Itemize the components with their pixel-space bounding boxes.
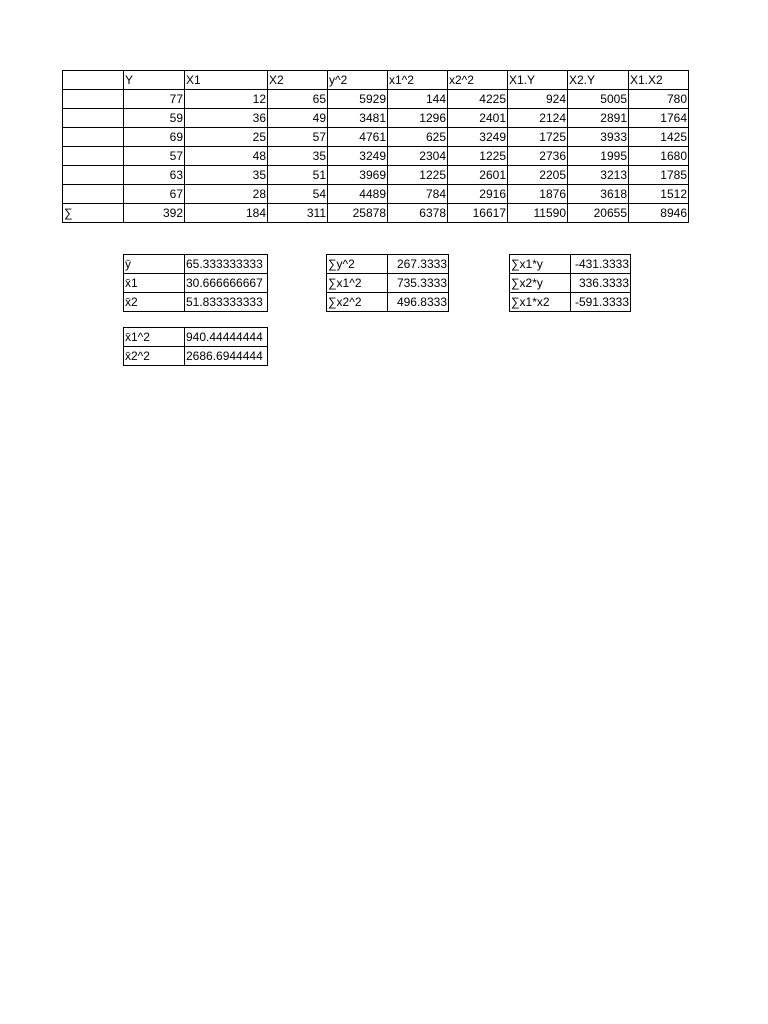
data-cell[interactable]: 12 — [185, 90, 268, 109]
row-label-cell[interactable] — [63, 90, 124, 109]
data-cell[interactable]: 1225 — [388, 166, 448, 185]
total-cell[interactable]: 11590 — [508, 204, 568, 223]
data-cell[interactable]: 2916 — [448, 185, 508, 204]
data-cell[interactable]: 784 — [388, 185, 448, 204]
sumsq-label-cell[interactable]: ∑x1^2 — [327, 274, 388, 293]
table-row — [63, 109, 689, 128]
meansq-value-cell[interactable]: 940.44444444 — [185, 328, 268, 347]
cross-label-cell[interactable]: ∑x2*y — [510, 274, 571, 293]
row-label-cell[interactable] — [63, 166, 124, 185]
data-cell[interactable]: 3249 — [448, 128, 508, 147]
data-cell[interactable]: 3481 — [328, 109, 388, 128]
header-cell-x1y[interactable]: X1.Y — [508, 71, 568, 90]
totals-row — [63, 204, 689, 223]
row-label-cell[interactable] — [63, 147, 124, 166]
data-cell[interactable]: 77 — [124, 90, 185, 109]
data-cell[interactable]: 4225 — [448, 90, 508, 109]
data-cell[interactable]: 48 — [185, 147, 268, 166]
data-cell[interactable]: 2304 — [388, 147, 448, 166]
header-cell-y-sq[interactable]: y^2 — [328, 71, 388, 90]
header-cell-x2-sq[interactable]: x2^2 — [448, 71, 508, 90]
meansq-label-cell[interactable]: x̄2^2 — [124, 347, 185, 366]
list-item — [327, 255, 449, 274]
sum-symbol-cell[interactable]: ∑ — [63, 204, 124, 223]
header-cell-x1-sq[interactable]: x1^2 — [388, 71, 448, 90]
meansq-label-cell[interactable]: x̄1^2 — [124, 328, 185, 347]
data-cell[interactable]: 3933 — [568, 128, 629, 147]
list-item — [510, 255, 631, 274]
data-cell[interactable]: 3213 — [568, 166, 629, 185]
header-cell-x2y[interactable]: X2.Y — [568, 71, 629, 90]
row-label-cell[interactable] — [63, 128, 124, 147]
header-cell-y[interactable]: Y — [124, 71, 185, 90]
data-cell[interactable]: 1876 — [508, 185, 568, 204]
data-cell[interactable]: 2124 — [508, 109, 568, 128]
data-cell[interactable]: 4489 — [328, 185, 388, 204]
mean-label-cell[interactable]: x̄2 — [124, 293, 185, 312]
data-cell[interactable]: 49 — [268, 109, 328, 128]
data-cell[interactable]: 780 — [629, 90, 689, 109]
data-cell[interactable]: 3969 — [328, 166, 388, 185]
data-cell[interactable]: 1296 — [388, 109, 448, 128]
table-row — [63, 166, 689, 185]
header-cell-x2[interactable]: X2 — [268, 71, 328, 90]
data-cell[interactable]: 1785 — [629, 166, 689, 185]
list-item — [327, 293, 449, 312]
mean-squares-table — [123, 327, 268, 366]
data-cell[interactable]: 63 — [124, 166, 185, 185]
data-cell[interactable]: 59 — [124, 109, 185, 128]
data-cell[interactable]: 144 — [388, 90, 448, 109]
data-cell[interactable]: 67 — [124, 185, 185, 204]
mean-value-cell[interactable]: 51.833333333 — [185, 293, 268, 312]
mean-label-cell[interactable]: ȳ — [124, 255, 185, 274]
table-row — [63, 90, 689, 109]
list-item — [124, 328, 268, 347]
data-cell[interactable]: 35 — [185, 166, 268, 185]
data-cell[interactable]: 25 — [185, 128, 268, 147]
mean-value-cell[interactable]: 65.333333333 — [185, 255, 268, 274]
list-item — [124, 347, 268, 366]
list-item — [510, 274, 631, 293]
data-cell[interactable]: 69 — [124, 128, 185, 147]
sumsq-label-cell[interactable]: ∑x2^2 — [327, 293, 388, 312]
data-cell[interactable]: 2401 — [448, 109, 508, 128]
data-cell[interactable]: 51 — [268, 166, 328, 185]
data-cell[interactable]: 2601 — [448, 166, 508, 185]
means-table — [123, 254, 268, 312]
data-cell[interactable]: 4761 — [328, 128, 388, 147]
data-cell[interactable]: 1680 — [629, 147, 689, 166]
data-cell[interactable]: 1425 — [629, 128, 689, 147]
data-cell[interactable]: 57 — [268, 128, 328, 147]
data-cell[interactable]: 3249 — [328, 147, 388, 166]
cross-label-cell[interactable]: ∑x1*x2 — [510, 293, 571, 312]
data-cell[interactable]: 1725 — [508, 128, 568, 147]
row-label-cell[interactable] — [63, 109, 124, 128]
data-cell[interactable]: 54 — [268, 185, 328, 204]
list-item — [124, 255, 268, 274]
meansq-value-cell[interactable]: 2686.6944444 — [185, 347, 268, 366]
data-cell[interactable]: 2205 — [508, 166, 568, 185]
header-cell-blank[interactable] — [63, 71, 124, 90]
list-item — [510, 293, 631, 312]
table-row — [63, 185, 689, 204]
data-cell[interactable]: 1764 — [629, 109, 689, 128]
data-cell[interactable]: 1995 — [568, 147, 629, 166]
table-row — [63, 128, 689, 147]
list-item — [124, 274, 268, 293]
data-cell[interactable]: 36 — [185, 109, 268, 128]
sumsq-value-cell[interactable]: 496.8333 — [388, 293, 449, 312]
list-item — [124, 293, 268, 312]
cross-value-cell[interactable]: 336.3333 — [571, 274, 631, 293]
total-cell[interactable]: 8946 — [629, 204, 689, 223]
data-cell[interactable]: 3618 — [568, 185, 629, 204]
header-cell-x1[interactable]: X1 — [185, 71, 268, 90]
total-cell[interactable]: 392 — [124, 204, 185, 223]
data-cell[interactable]: 5929 — [328, 90, 388, 109]
cross-value-cell[interactable]: -431.3333 — [571, 255, 631, 274]
data-cell[interactable]: 625 — [388, 128, 448, 147]
header-cell-x1x2[interactable]: X1.X2 — [629, 71, 689, 90]
sum-of-squares-table — [326, 254, 449, 312]
mean-label-cell[interactable]: x̄1 — [124, 274, 185, 293]
data-cell[interactable]: 65 — [268, 90, 328, 109]
data-cell[interactable]: 35 — [268, 147, 328, 166]
total-cell[interactable]: 20655 — [568, 204, 629, 223]
regression-data-table — [62, 70, 689, 223]
sumsq-value-cell[interactable]: 735.3333 — [388, 274, 449, 293]
mean-value-cell[interactable]: 30.666666667 — [185, 274, 268, 293]
sumsq-value-cell[interactable]: 267.3333 — [388, 255, 449, 274]
total-cell[interactable]: 16617 — [448, 204, 508, 223]
cross-value-cell[interactable]: -591.3333 — [571, 293, 631, 312]
row-label-cell[interactable] — [63, 185, 124, 204]
data-cell[interactable]: 1225 — [448, 147, 508, 166]
header-row — [63, 71, 689, 90]
list-item — [327, 274, 449, 293]
data-cell[interactable]: 2891 — [568, 109, 629, 128]
table-row — [63, 147, 689, 166]
data-cell[interactable]: 2736 — [508, 147, 568, 166]
data-cell[interactable]: 1512 — [629, 185, 689, 204]
data-cell[interactable]: 924 — [508, 90, 568, 109]
sumsq-label-cell[interactable]: ∑y^2 — [327, 255, 388, 274]
data-cell[interactable]: 28 — [185, 185, 268, 204]
total-cell[interactable]: 311 — [268, 204, 328, 223]
data-cell[interactable]: 5005 — [568, 90, 629, 109]
cross-products-table — [509, 254, 631, 312]
total-cell[interactable]: 25878 — [328, 204, 388, 223]
data-cell[interactable]: 57 — [124, 147, 185, 166]
total-cell[interactable]: 184 — [185, 204, 268, 223]
cross-label-cell[interactable]: ∑x1*y — [510, 255, 571, 274]
total-cell[interactable]: 6378 — [388, 204, 448, 223]
